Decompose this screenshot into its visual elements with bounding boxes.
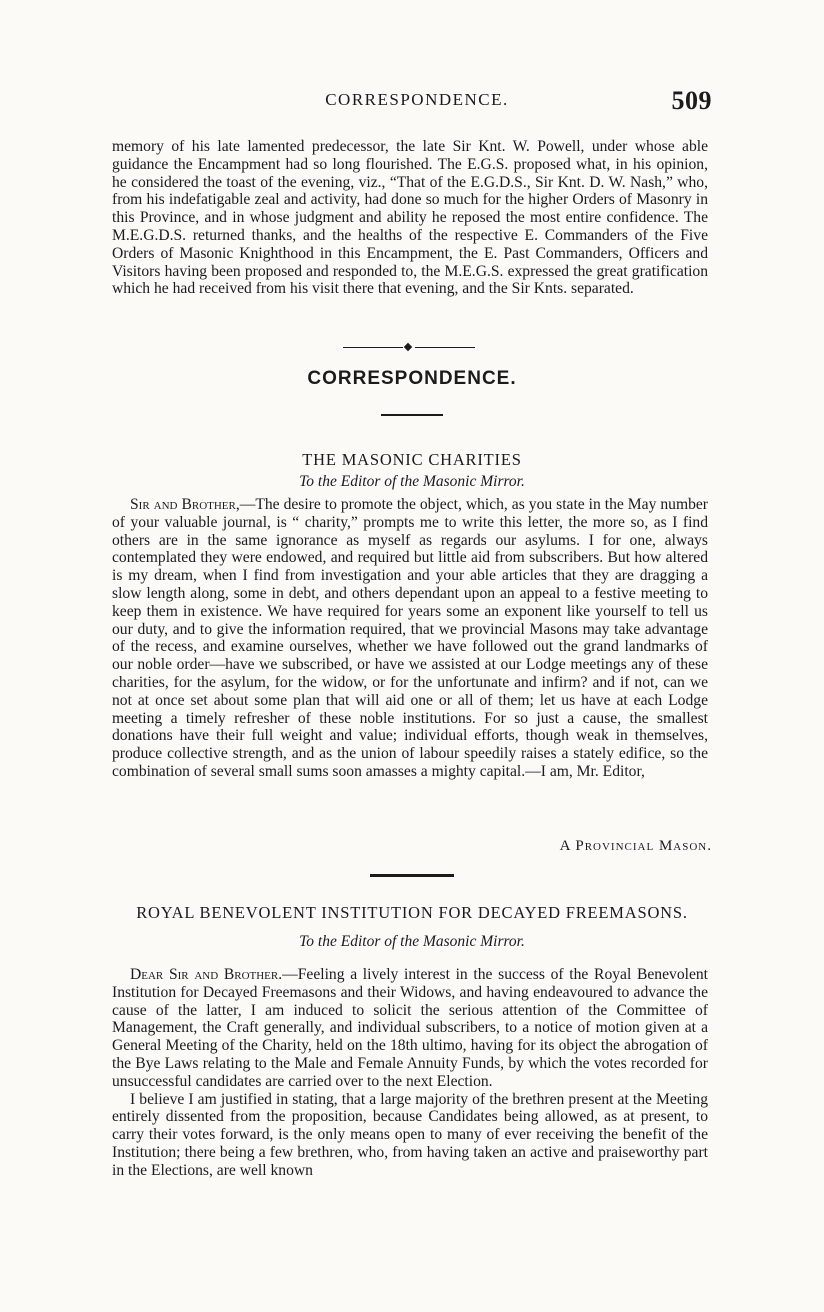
letter2-paragraph2: I believe I am justified in stating, that a large majority of the brethren present at the Meeting entirely dissented from the proposition, because Candidates being allowed, as at present, to carry their votes forward, is the only means open to many of ever receiving the benefit of the Institution; there being a few brethren, who, from having taken an active and praiseworthy part in the Elections, are well known [112, 1090, 708, 1179]
letter1-salutation: Sir and Brother, [130, 496, 240, 513]
intro-paragraph: memory of his late lamented predecessor, the late Sir Knt. W. Powell, under whose able guidance the Encampment had so long flourished. The E.G.S. proposed what, in his opinion, he considered the toast of the evening, viz., “That of the E.G.D.S., Sir Knt. D. W. Nash,” who, from his indefatigable zeal and activity, had done so much for the higher Orders of Masonry in this Province, and in whose judgment and ability he reposed the most entire confidence. The M.E.G.D.S. returned thanks, and the healths of the respective E. Commanders of the Five Orders of Masonic Knighthood in this Encampment, the E. Past Commanders, Officers and Visitors having been proposed and responded to, the M.E.G.S. expressed the great gratification which he had received from his visit there that evening, and the Sir Knts. separated. [112, 138, 708, 298]
letter2-salutation: Dear Sir and Brother. [130, 966, 283, 983]
intro-paragraph-block [112, 138, 708, 298]
letter2-subtitle: To the Editor of the Masonic Mirror. [299, 933, 525, 950]
letter2-body-block [112, 966, 708, 1180]
running-head [112, 86, 712, 116]
heavy-rule [370, 874, 454, 877]
running-head-title: CORRESPONDENCE. [325, 90, 509, 109]
letter1-body-block [112, 496, 708, 781]
letter1-signature: A Provincial Mason. [559, 838, 712, 854]
letter1-subtitle: To the Editor of the Masonic Mirror. [299, 473, 525, 490]
ornamental-divider [343, 343, 475, 351]
letter1-title: THE MASONIC CHARITIES [302, 450, 522, 469]
letter1-body: —The desire to promote the object, which, as you state in the May number of your valuable journal, is “ charity,” prompts me to write this letter, the more so, as I find others are in the same ignorance as myself as regards our asylums. I for one, always contemplated they were endowed, and required but little aid from subscribers. But how altered is my dream, when I find from investigation and your able articles that they are dragging a slow length along, some in debt, and others dependant upon an appeal to a festive meeting to keep them in existence. We have required for years some an exponent like yourself to tell us our duty, and to give the information required, that we provincial Masons may take advantage of the recess, and examine ourselves, whether we have followed out the grand landmarks of our noble order—have we subscribed, or have we assisted at our Lodge meetings any of these charities, for the asylum, for the widow, or for the unfortunate and infirm? and if not, can we not at once set about some plan that will aid one or all of them; let us have at each Lodge meeting a timely refresher of these noble institutions. For so just a cause, the smallest donations have their full weight and value; individual efforts, though weak in themselves, produce collective strength, and as the union of labour speedily raises a stately edifice, so the combination of several small sums soon amasses a mighty capital.—I am, Mr. Editor, [112, 496, 708, 780]
letter2-title: ROYAL BENEVOLENT INSTITUTION FOR DECAYED FREEMASONS. [136, 903, 688, 922]
short-rule [381, 414, 443, 416]
section-heading: CORRESPONDENCE. [307, 368, 517, 389]
letter2-paragraph1: —Feeling a lively interest in the success of the Royal Benevolent Institution for Decayed Freemasons and their Widows, and having endeavoured to advance the cause of the latter, I am induced to solicit the serious attention of the Committee of Management, the Craft generally, and individual subscribers, to a notice of motion given at a General Meeting of the Charity, held on the 18th ultimo, having for its object the abrogation of the Bye Laws relating to the Male and Female Annuity Funds, by which the votes recorded for unsuccessful candidates are carried over to the next Election. [112, 966, 708, 1090]
page-number: 509 [671, 86, 712, 115]
